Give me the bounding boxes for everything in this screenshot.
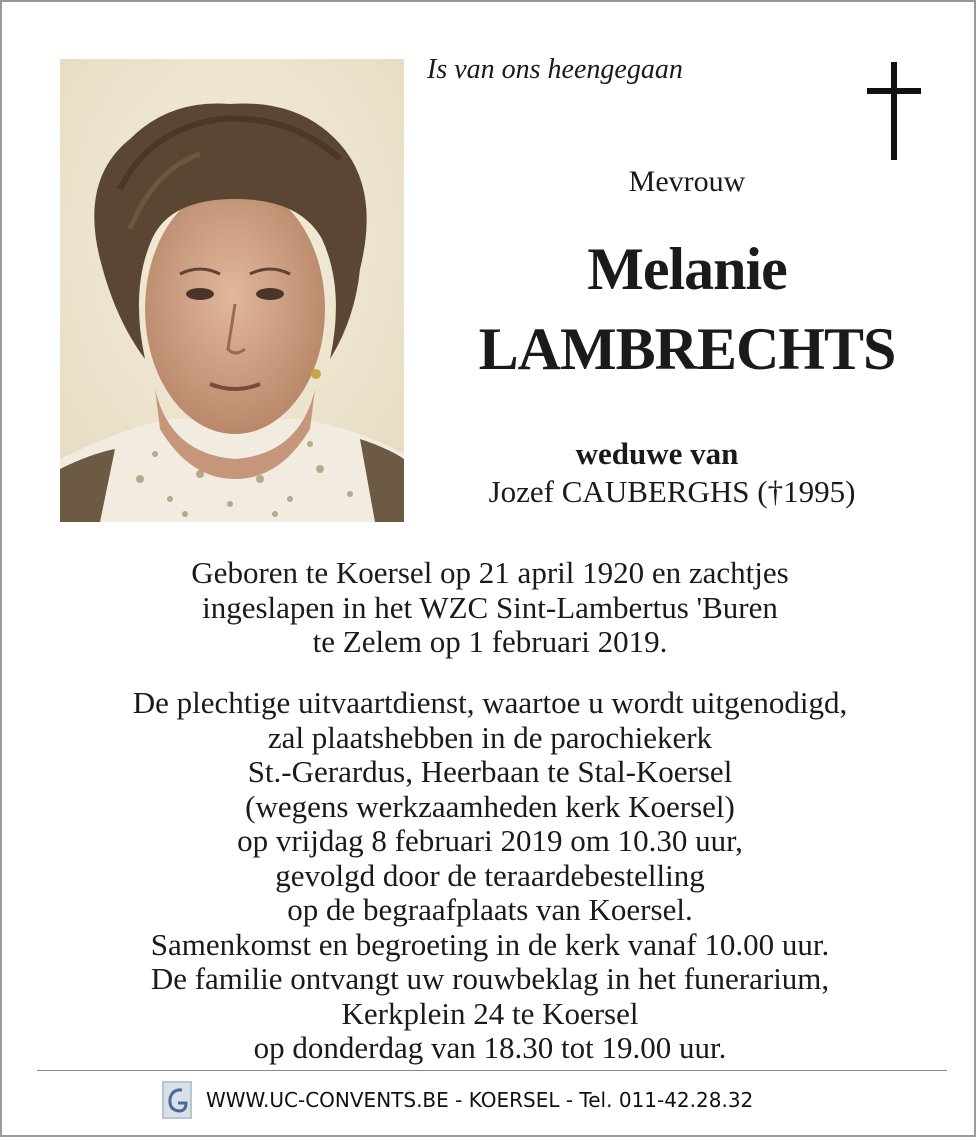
funeral-home-logo-icon <box>162 1081 192 1119</box>
text-line: op donderdag van 18.30 tot 19.00 uur. <box>253 1030 727 1065</box>
birth-death-paragraph <box>42 556 938 660</box>
text-line: (wegens werkzaamheden kerk Koersel) <box>245 788 735 824</box>
text-line: op vrijdag 8 februari 2019 om 10.30 uur, <box>237 823 743 858</box>
portrait-photo <box>60 59 404 522</box>
text-line: zal plaatshebben in de parochiekerk <box>267 719 713 755</box>
text-line: gevolgd door de teraardebestelling <box>275 857 705 893</box>
footer-contact: WWW.UC-CONVENTS.BE - KOERSEL - Tel. 011-42.28.32 <box>206 1088 754 1112</box>
intro-line: Is van ons heengegaan <box>427 54 683 85</box>
text-line: Geboren te Koersel op 21 april 1920 en zachtjes <box>191 555 789 590</box>
latin-cross-icon <box>864 62 926 162</box>
text-line: St.-Gerardus, Heerbaan te Stal-Koersel <box>247 754 733 789</box>
footer-divider <box>37 1070 947 1071</box>
text-line: Samenkomst en begroeting in de kerk vanaf 10.00 uur. <box>150 926 830 962</box>
footer <box>162 1080 753 1120</box>
text-line: De plechtige uitvaartdienst, waartoe u wordt uitgenodigd, <box>132 685 848 720</box>
text-line: ingeslapen in het WZC Sint-Lambertus 'Buren <box>202 589 778 625</box>
widow-label: weduwe van <box>575 436 739 471</box>
last-name: LAMBRECHTS <box>478 316 896 382</box>
text-line: te Zelem op 1 februari 2019. <box>312 624 668 659</box>
spouse-name: Jozef CAUBERGHS (†1995) <box>488 474 856 509</box>
honorific: Mevrouw <box>628 165 746 198</box>
portrait-image <box>60 59 404 522</box>
text-line: De familie ontvangt uw rouwbeklag in het funerarium, <box>150 961 830 996</box>
first-name: Melanie <box>587 236 787 302</box>
text-line: op de begraafplaats van Koersel. <box>287 892 693 927</box>
funeral-paragraph <box>42 686 938 1066</box>
text-line: Kerkplein 24 te Koersel <box>341 995 639 1031</box>
